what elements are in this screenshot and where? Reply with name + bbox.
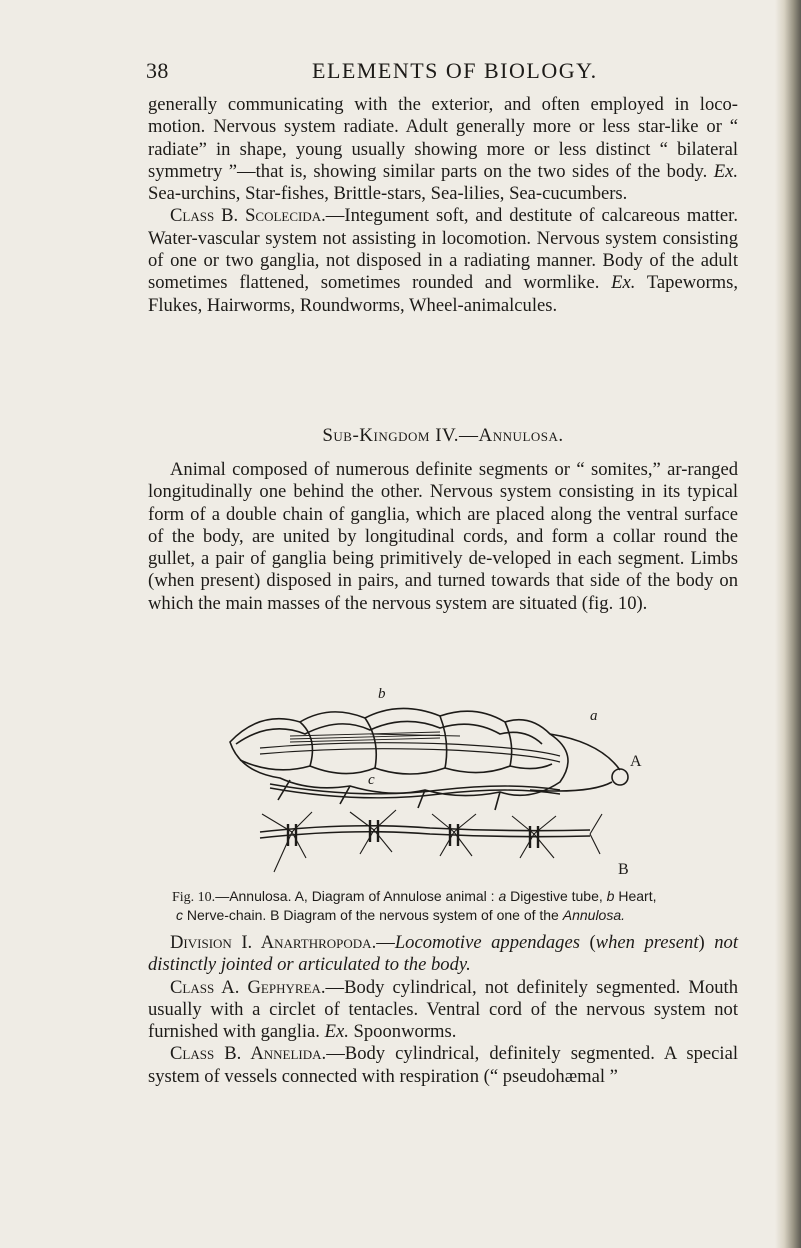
paragraph-class-b-scolecida: Class B. Scolecida.—Integument soft, and destitute of calcareous matter. Water-vascular system not assisting in locomotion. Nervous system consisting of one or two ganglia, not disposed in a radiating manner. Body of the adult sometimes flattened, sometimes rounded and wormlike. Ex. Tapeworms, Flukes, Hairworms, Roundworms, Wheel-animalcules. bbox=[148, 205, 739, 316]
nerve-chain bbox=[270, 784, 560, 794]
label-c: c bbox=[368, 772, 375, 788]
caption-fig-label: Fig. 10. bbox=[172, 890, 216, 905]
ganglia bbox=[288, 820, 538, 848]
ex-label: Ex. bbox=[611, 272, 636, 294]
label-B: B bbox=[618, 861, 629, 878]
running-title: ELEMENTS OF BIOLOGY. bbox=[312, 58, 598, 83]
figure-10-diagram bbox=[200, 682, 640, 882]
label-a: a bbox=[590, 708, 598, 724]
paragraph-echinodermata-end: generally communicating with the exterior, and often employed in loco-motion. Nervous system radiate. Adult generally more or less star-like or “ radiate” in shape, young usually showing more or less distinct “ bilateral symmetry ”—that is, showing similar parts on the two sides of the body. Ex. Sea-urchins, Star-fishes, Brittle-stars, Sea-lilies, Sea-cucumbers. bbox=[148, 94, 738, 205]
ex-label: Ex. bbox=[713, 160, 738, 182]
class-label: Class B. Annelida. bbox=[170, 1043, 327, 1065]
paragraph-division-1: Division I. Anarthropoda.—Locomotive appendages (when present) not distinctly jointed or articulated to the body. bbox=[148, 932, 739, 976]
figure-caption: Fig. 10.—Annulosa. A, Diagram of Annulose animal : a Digestive tube, b Heart, c Nerve-chain. B Diagram of the nervous system of one of the Annulosa. bbox=[172, 888, 657, 923]
ex-label: Ex. bbox=[324, 1021, 349, 1043]
body-text-annulosa bbox=[148, 459, 738, 615]
nerve-branches bbox=[262, 810, 602, 872]
page-edge-shadow bbox=[775, 0, 801, 1248]
paragraph-class-b-annelida: Class B. Annelida.—Body cylindrical, definitely segmented. A special system of vessels connected with respiration (“ pseudohæmal ” bbox=[148, 1043, 738, 1087]
body-segment bbox=[240, 760, 552, 774]
label-b: b bbox=[378, 686, 386, 702]
page-number: 38 bbox=[146, 58, 169, 83]
section-heading: Sub-Kingdom IV.—Annulosa. bbox=[322, 425, 564, 446]
body-segment bbox=[236, 721, 542, 744]
paragraph-annulosa: Animal composed of numerous definite segments or “ somites,” ar-ranged longitudinally one behind the other. Nervous system consisting in its typical form of a double chain of ganglia, which are placed along the ventral surface of the body, are united by longitudinal cords, and form a collar round the gullet, a pair of ganglia being primitively de-veloped in each segment. Limbs (when present) disposed in pairs, and turned towards that side of the body on which the main masses of the nervous system are situated (fig. 10). bbox=[148, 459, 738, 614]
label-A: A bbox=[630, 753, 642, 770]
class-label: Class B. Scolecida. bbox=[170, 205, 326, 227]
annulosa-diagram bbox=[200, 682, 640, 882]
class-label: Class A. Gephyrea. bbox=[170, 976, 326, 998]
body-text-top bbox=[148, 94, 738, 317]
paragraph-class-a-gephyrea: Class A. Gephyrea.—Body cylindrical, not definitely segmented. Mouth usually with a circlet of tentacles. Ventral cord of the nervous system not furnished with ganglia. Ex. Spoonworms. bbox=[148, 976, 738, 1043]
head-circle bbox=[612, 769, 628, 785]
division-label: Division I. Anarthropoda. bbox=[170, 932, 377, 953]
body-text-bottom bbox=[148, 932, 738, 1088]
